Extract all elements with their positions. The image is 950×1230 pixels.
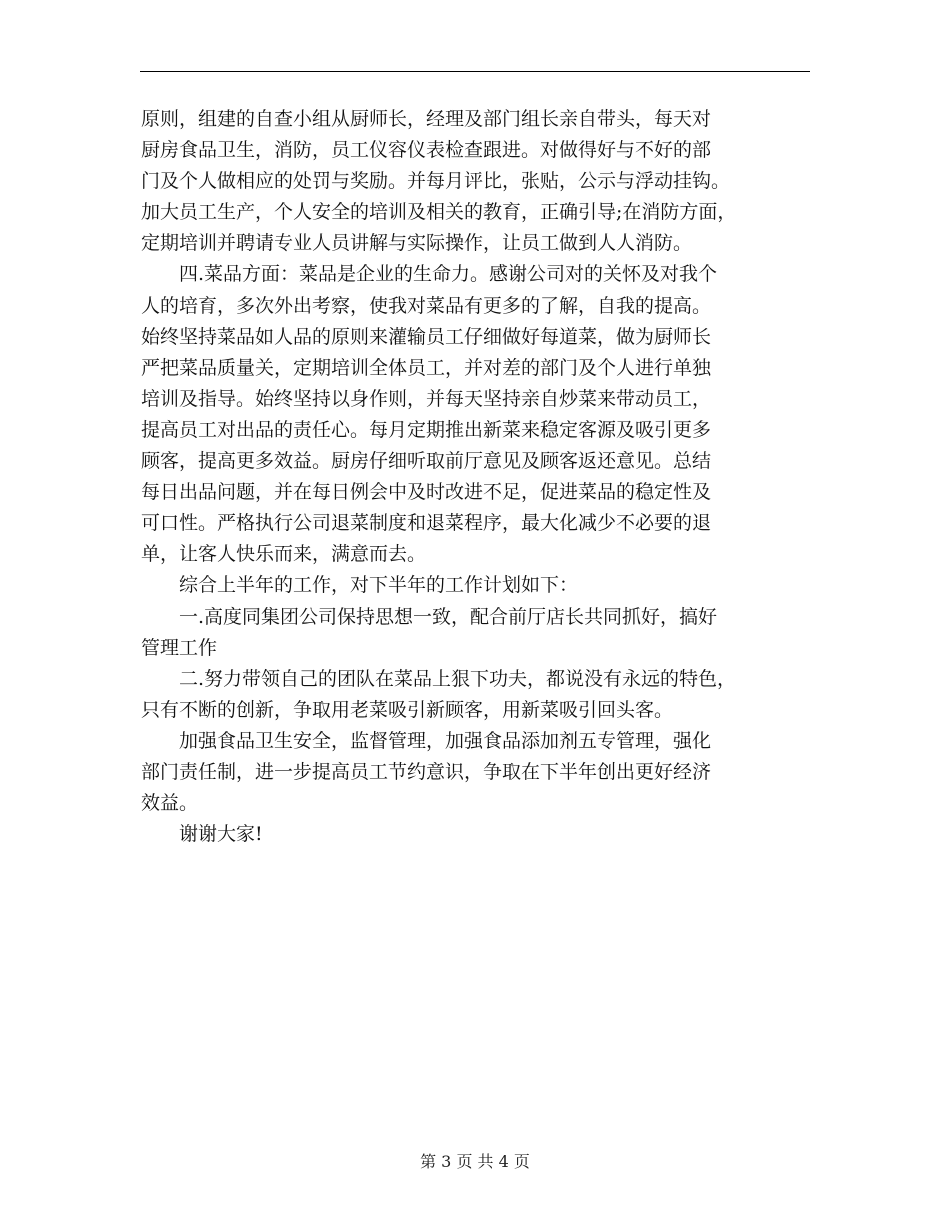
text-line: 二.努力带领自己的团队在菜品上狠下功夫，都说没有永远的特色，: [179, 667, 737, 690]
text-line: 严把菜品质量关，定期培训全体员工，并对差的部门及个人进行单独: [141, 356, 712, 379]
text-line: 提高员工对出品的责任心。每月定期推出新菜来稳定客源及吸引更多: [141, 418, 712, 441]
text-line: 始终坚持菜品如人品的原则来灌输员工仔细做好每道菜，做为厨师长: [141, 325, 712, 348]
text-line: 原则，组建的自查小组从厨师长，经理及部门组长亲自带头，每天对: [141, 108, 712, 130]
text-line: 定期培训并聘请专业人员讲解与实际操作，让员工做到人人消防。: [141, 232, 693, 255]
text-line: 谢谢大家!: [179, 823, 263, 846]
text-line: 可口性。严格执行公司退菜制度和退菜程序，最大化减少不必要的退: [141, 512, 712, 535]
text-line: 部门责任制，进一步提高员工节约意识，争取在下半年创出更好经济: [141, 760, 712, 783]
text-line: 培训及指导。始终坚持以身作则，并每天坚持亲自炒菜来带动员工，: [141, 387, 712, 410]
body-text: [141, 104, 811, 850]
text-line: 门及个人做相应的处罚与奖励。并每月评比，张贴，公示与浮动挂钩。: [141, 170, 731, 193]
text-line: 四.菜品方面：菜品是企业的生命力。感谢公司对的关怀及对我个: [179, 263, 718, 286]
header-rule: [140, 71, 810, 72]
text-line: 管理工作: [141, 636, 218, 659]
text-line: 人的培育，多次外出考察，使我对菜品有更多的了解，自我的提高。: [141, 294, 712, 317]
text-line: 每日出品问题，并在每日例会中及时改进不足，促进菜品的稳定性及: [141, 481, 712, 504]
text-line: 效益。: [141, 792, 199, 815]
page-number-footer: 第 3 页 共 4 页: [420, 1152, 530, 1171]
text-line: 顾客，提高更多效益。厨房仔细听取前厅意见及顾客返还意见。总结: [141, 450, 712, 473]
text-line: 厨房食品卫生，消防，员工仪容仪表检查跟进。对做得好与不好的部: [141, 139, 712, 162]
text-line: 一.高度同集团公司保持思想一致，配合前厅店长共同抓好，搞好: [179, 605, 718, 628]
text-line: 加大员工生产，个人安全的培训及相关的教育，正确引导;在消防方面，: [141, 201, 737, 224]
text-line: 只有不断的创新，争取用老菜吸引新顾客，用新菜吸引回头客。: [141, 698, 674, 721]
text-line: 综合上半年的工作，对下半年的工作计划如下：: [179, 574, 579, 597]
text-line: 加强食品卫生安全，监督管理，加强食品添加剂五专管理，强化: [179, 729, 712, 752]
text-line: 单，让客人快乐而来，满意而去。: [141, 543, 427, 566]
